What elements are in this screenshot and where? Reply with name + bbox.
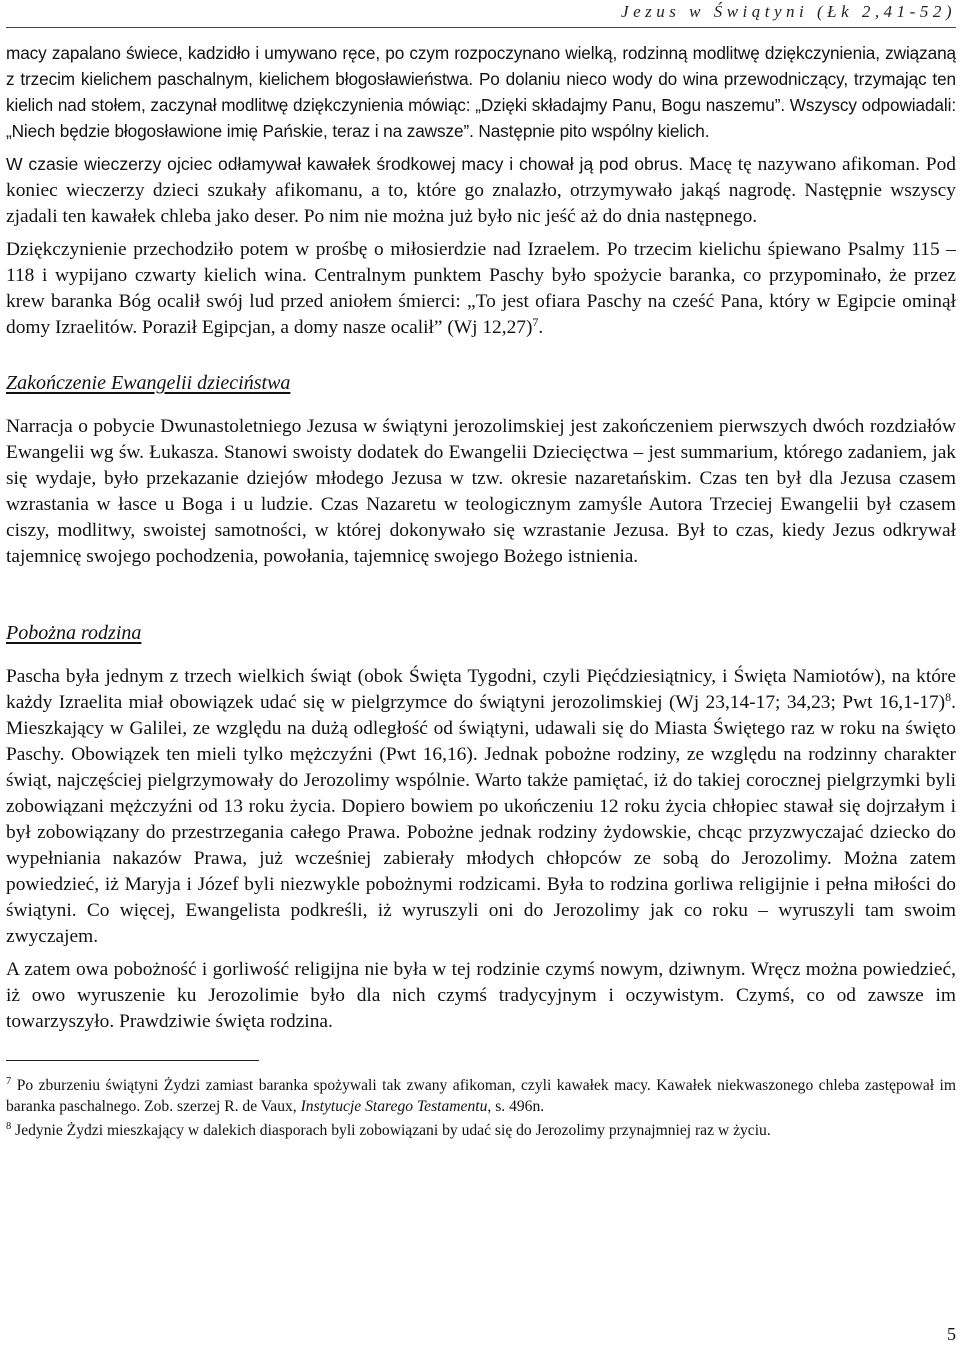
running-header: Jezus w Świątyni (Łk 2,41-52) <box>621 2 956 21</box>
footnote-number: 8 <box>6 1121 12 1132</box>
paragraph-lamb-text: Dziękczynienie przechodziło potem w prośbę o miłosierdzie nad Izraelem. Po trzecim kielichu śpiewano Psalmy 115 – 118 i wypijano czwarty kielich wina. Centralnym punktem Paschy było spożycie baranka, co przypominało, że przez krew baranka Bóg ocalił swój lud przed aniołem śmierci: „To jest ofiara Paschy na cześć Pana, który w Egipcie ominął domy Izraelitów. Poraził Egipcjan, a domy nasze ocalił” (Wj 12,27) <box>6 239 956 338</box>
footnote-number: 7 <box>6 1076 12 1087</box>
paragraph-pilgrimage-part2: . Mieszkający w Galilei, ze względu na dużą odległość od świątyni, udawali się do Miasta Świętego raz w roku na święto Paschy. Obowiązek ten mieli tylko mężczyźni (Pwt 16,16). Jednak pobożne rodziny, ze względu na rodzinny charakter świąt, najczęściej pielgrzymowały do Jerozolimy wspólnie. Warto także pamiętać, iż do takiej corocznej pielgrzymki byli zobowiązani mężczyźni od 13 roku życia. Dopiero bowiem po ukończeniu 12 roku życia chłopiec stawał się dojrzałym i był zobowiązany do przestrzegania całego Prawa. Pobożne jednak rodziny żydowskie, chcąc przyzwyczajać dziecko do wypełniania nakazów Prawa, już wcześniej zabierały młodych chłopców ze sobą do Jerozolimy. Można zatem powiedzieć, iż Maryja i Józef byli niezwykle pobożnymi rodzicami. Była to rodzina gorliwa religijnie i pełna miłości do świątyni. Co więcej, Ewangelista podkreśli, iż wyruszyli oni do Jerozolimy jak co roku – wyruszyli tam swoim zwyczajem. <box>6 692 956 947</box>
body-text <box>6 40 956 1144</box>
footnote-separator <box>6 1060 259 1061</box>
header-rule <box>6 27 956 28</box>
footnote-ref-8[interactable]: 8 <box>945 690 952 704</box>
footnote-text: Po zburzeniu świątyni Żydzi zamiast baranka spożywali tak zwany afikoman, czyli kawałek macy. Kawałek niekwaszonego chleba zastępował im baranka paschalnego. Zob. szerzej R. de Vaux, <box>6 1077 956 1115</box>
paragraph-afikoman <box>6 151 956 230</box>
paragraph-afikoman-part2: Macę tę nazywano afikoman. Pod koniec wieczerzy dzieci szukały afikomanu, a to, które go znalazło, otrzymywało jakąś nagrodę. Następnie wszyscy zjadali ten kawałek chleba jako deser. Po nim nie można już było nic jeść aż do dnia następnego. <box>6 154 956 227</box>
section-heading-pious-family: Pobożna rodzina <box>6 622 142 644</box>
paragraph-pilgrimage-part1: Pascha była jednym z trzech wielkich świąt (obok Święta Tygodni, czyli Pięćdziesiątnicy, i Święta Namiotów), na które każdy Izraelita miał obowiązek udać się w pielgrzymce do świątyni jerozolimskiej (Wj 23,14-17; 34,23; Pwt 16,1-17) <box>6 666 956 713</box>
paragraph-passover-thanksgiving: macy zapalano świece, kadzidło i umywano ręce, po czym rozpoczynano wielką, rodzinną modlitwę dziękczynienia, związaną z trzecim kielichem paschalnym, kielichem błogosławieństwa. Po dolaniu nieco wody do wina przewodniczący, trzymając ten kielich nad stołem, zaczynał modlitwę dziękczynienia mówiąc: „Dzięki składajmy Panu, Bogu naszemu”. Wszyscy odpowiadali: „Niech będzie błogosławione imię Pańskie, teraz i na zawsze”. Następnie pito wspólny kielich. <box>6 43 956 141</box>
section-heading-conclusion: Zakończenie Ewangelii dzieciństwa <box>6 372 291 394</box>
paragraph-lamb-end: . <box>538 317 544 338</box>
document-page <box>6 0 956 1351</box>
footnote-8 <box>6 1120 956 1141</box>
paragraph-pilgrimage <box>6 664 956 950</box>
footnote-text: Jedynie Żydzi mieszkający w dalekich diasporach byli zobowiązani by udać się do Jerozolimy przynajmniej raz w życiu. <box>11 1122 771 1139</box>
paragraph-conclusion: Narracja o pobycie Dwunastoletniego Jezusa w świątyni jerozolimskiej jest zakończeniem pierwszych dwóch rozdziałów Ewangelii wg św. Łukasza. Stanowi swoisty dodatek do Ewangelii Dziecięctwa – jest summarium, którego zadaniem, jak się wydaje, było przekazanie dziejów młodego Jezusa w tzw. okresie nazaretańskim. Czas ten był dla Jezusa czasem wzrastania w łasce u Boga i u ludzie. Czas Nazaretu w teologicznym zamyśle Autora Trzeciej Ewangelii był czasem ciszy, modlitwy, swoistej samotności, w której dokonywało się wzrastanie Jezusa. Był to czas, kiedy Jezus odkrywał tajemnicę swojego pochodzenia, powołania, tajemnicę swojego Bożego istnienia. <box>6 416 956 567</box>
paragraph-lamb <box>6 237 956 341</box>
footnote-7 <box>6 1075 956 1117</box>
paragraph-afikoman-part1: W czasie wieczerzy ojciec odłamywał kawałek środkowej macy i chował ją pod obrus. <box>6 154 684 174</box>
footnote-ref-7[interactable]: 7 <box>532 315 539 329</box>
page-number: 5 <box>947 1324 956 1344</box>
paragraph-piety: A zatem owa pobożność i gorliwość religijna nie była w tej rodzinie czymś nowym, dziwnym. Wręcz można powiedzieć, iż owo wyruszenie ku Jerozolimie było dla nich czymś tradycyjnym i oczywistym. Czymś, co od zawsze im towarzyszyło. Prawdziwie święta rodzina. <box>6 959 956 1032</box>
footnote-text-end: , s. 496n. <box>487 1098 545 1115</box>
footnote-book-title: Instytucje Starego Testamentu <box>300 1098 488 1115</box>
